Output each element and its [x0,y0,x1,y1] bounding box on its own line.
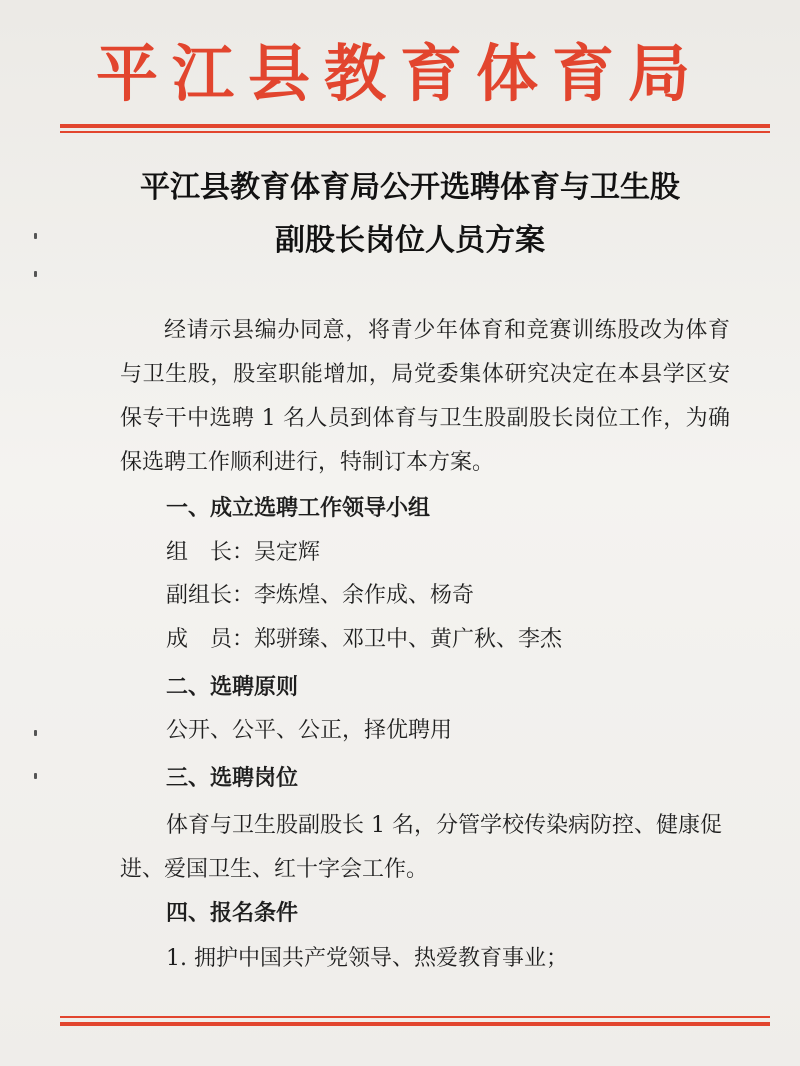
footer-rule-thin [60,1016,770,1018]
section-3-heading: 三、选聘岗位 [166,765,299,791]
section-2-heading: 二、选聘原则 [166,674,299,700]
document-title-line-1: 平江县教育体育局公开选聘体育与卫生股 [140,170,680,205]
section-1-heading: 一、成立选聘工作领导小组 [166,495,431,521]
section-2-text: 公开、公平、公正，择优聘用 [166,718,453,743]
margin-mark [34,233,37,239]
letterhead-rule-thick [60,124,770,128]
section-4-heading: 四、报名条件 [166,900,299,926]
group-leader: 组 长：吴定辉 [166,540,321,565]
intro-paragraph: 经请示县编办同意，将青少年体育和竞赛训练股改为体育与卫生股，股室职能增加，局党委集体研究决定在本县学区安保专干中选聘 1 名人员到体育与卫生股副股长岗位工作，为确保选聘工作顺利进行，特制订本方案。 [120,318,730,475]
letterhead-title: 平江县教育体育局 [95,37,704,110]
document-title-line-2: 副股长岗位人员方案 [275,223,545,258]
letterhead-rule-thin [60,131,770,133]
margin-mark [34,730,37,736]
margin-mark [34,271,37,277]
group-members: 成 员：郑骈臻、邓卫中、黄广秋、李杰 [166,627,563,652]
footer-rule-thick [60,1022,770,1026]
margin-mark [34,773,37,779]
section-4-item-1: 1. 拥护中国共产党领导、热爱教育事业； [166,946,568,971]
section-3-text: 体育与卫生股副股长 1 名，分管学校传染病防控、健康促进、爱国卫生、红十字会工作。 [120,813,722,882]
group-deputy: 副组长：李炼煌、余作成、杨奇 [166,583,475,608]
